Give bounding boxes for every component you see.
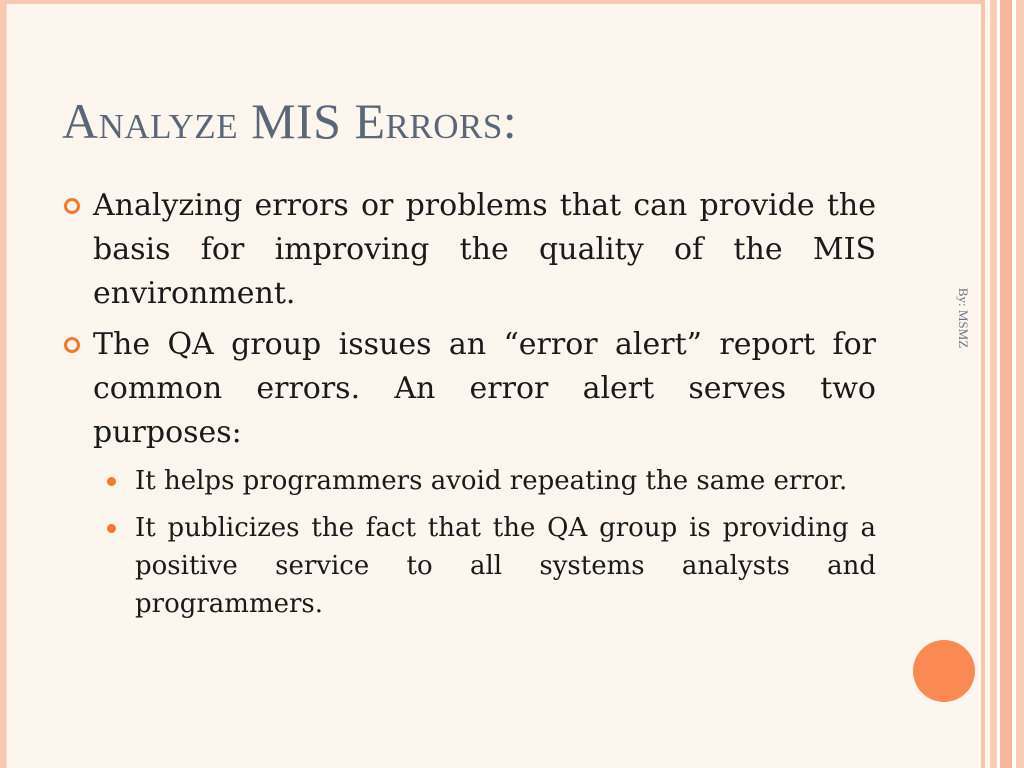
sub-bullet-dot-icon [107,524,116,533]
bullet-text: Analyzing errors or problems that can provide the basis for improving the quality of the MIS environment. [93,188,876,311]
bullet-text: The QA group issues an “error alert” report for common errors. An error alert serves two purposes: [93,327,876,450]
sub-bullet-item [135,509,876,623]
bullet-circle-icon [64,337,80,353]
sub-bullet-text: It helps programmers avoid repeating the same error. [135,466,848,496]
decorative-circle-icon [913,640,975,702]
slide-title: Analyze MIS Errors: [62,93,518,149]
sub-bullet-dot-icon [107,477,116,486]
author-note [935,258,991,378]
right-stripe-wide [1000,0,1012,768]
author-note-text: By: MSMZ [956,287,972,349]
bullet-circle-icon [64,198,80,214]
top-border [0,0,1024,4]
slide-body [62,184,876,632]
sub-bullet-item [135,462,876,500]
right-stripe [1016,0,1024,768]
right-stripe [990,0,997,768]
sub-bullet-text: It publicizes the fact that the QA group is providing a positive service to all systems analysts and programmers. [135,513,876,619]
bullet-item [62,184,876,316]
bullet-item [62,323,876,455]
left-border-line [6,4,7,768]
